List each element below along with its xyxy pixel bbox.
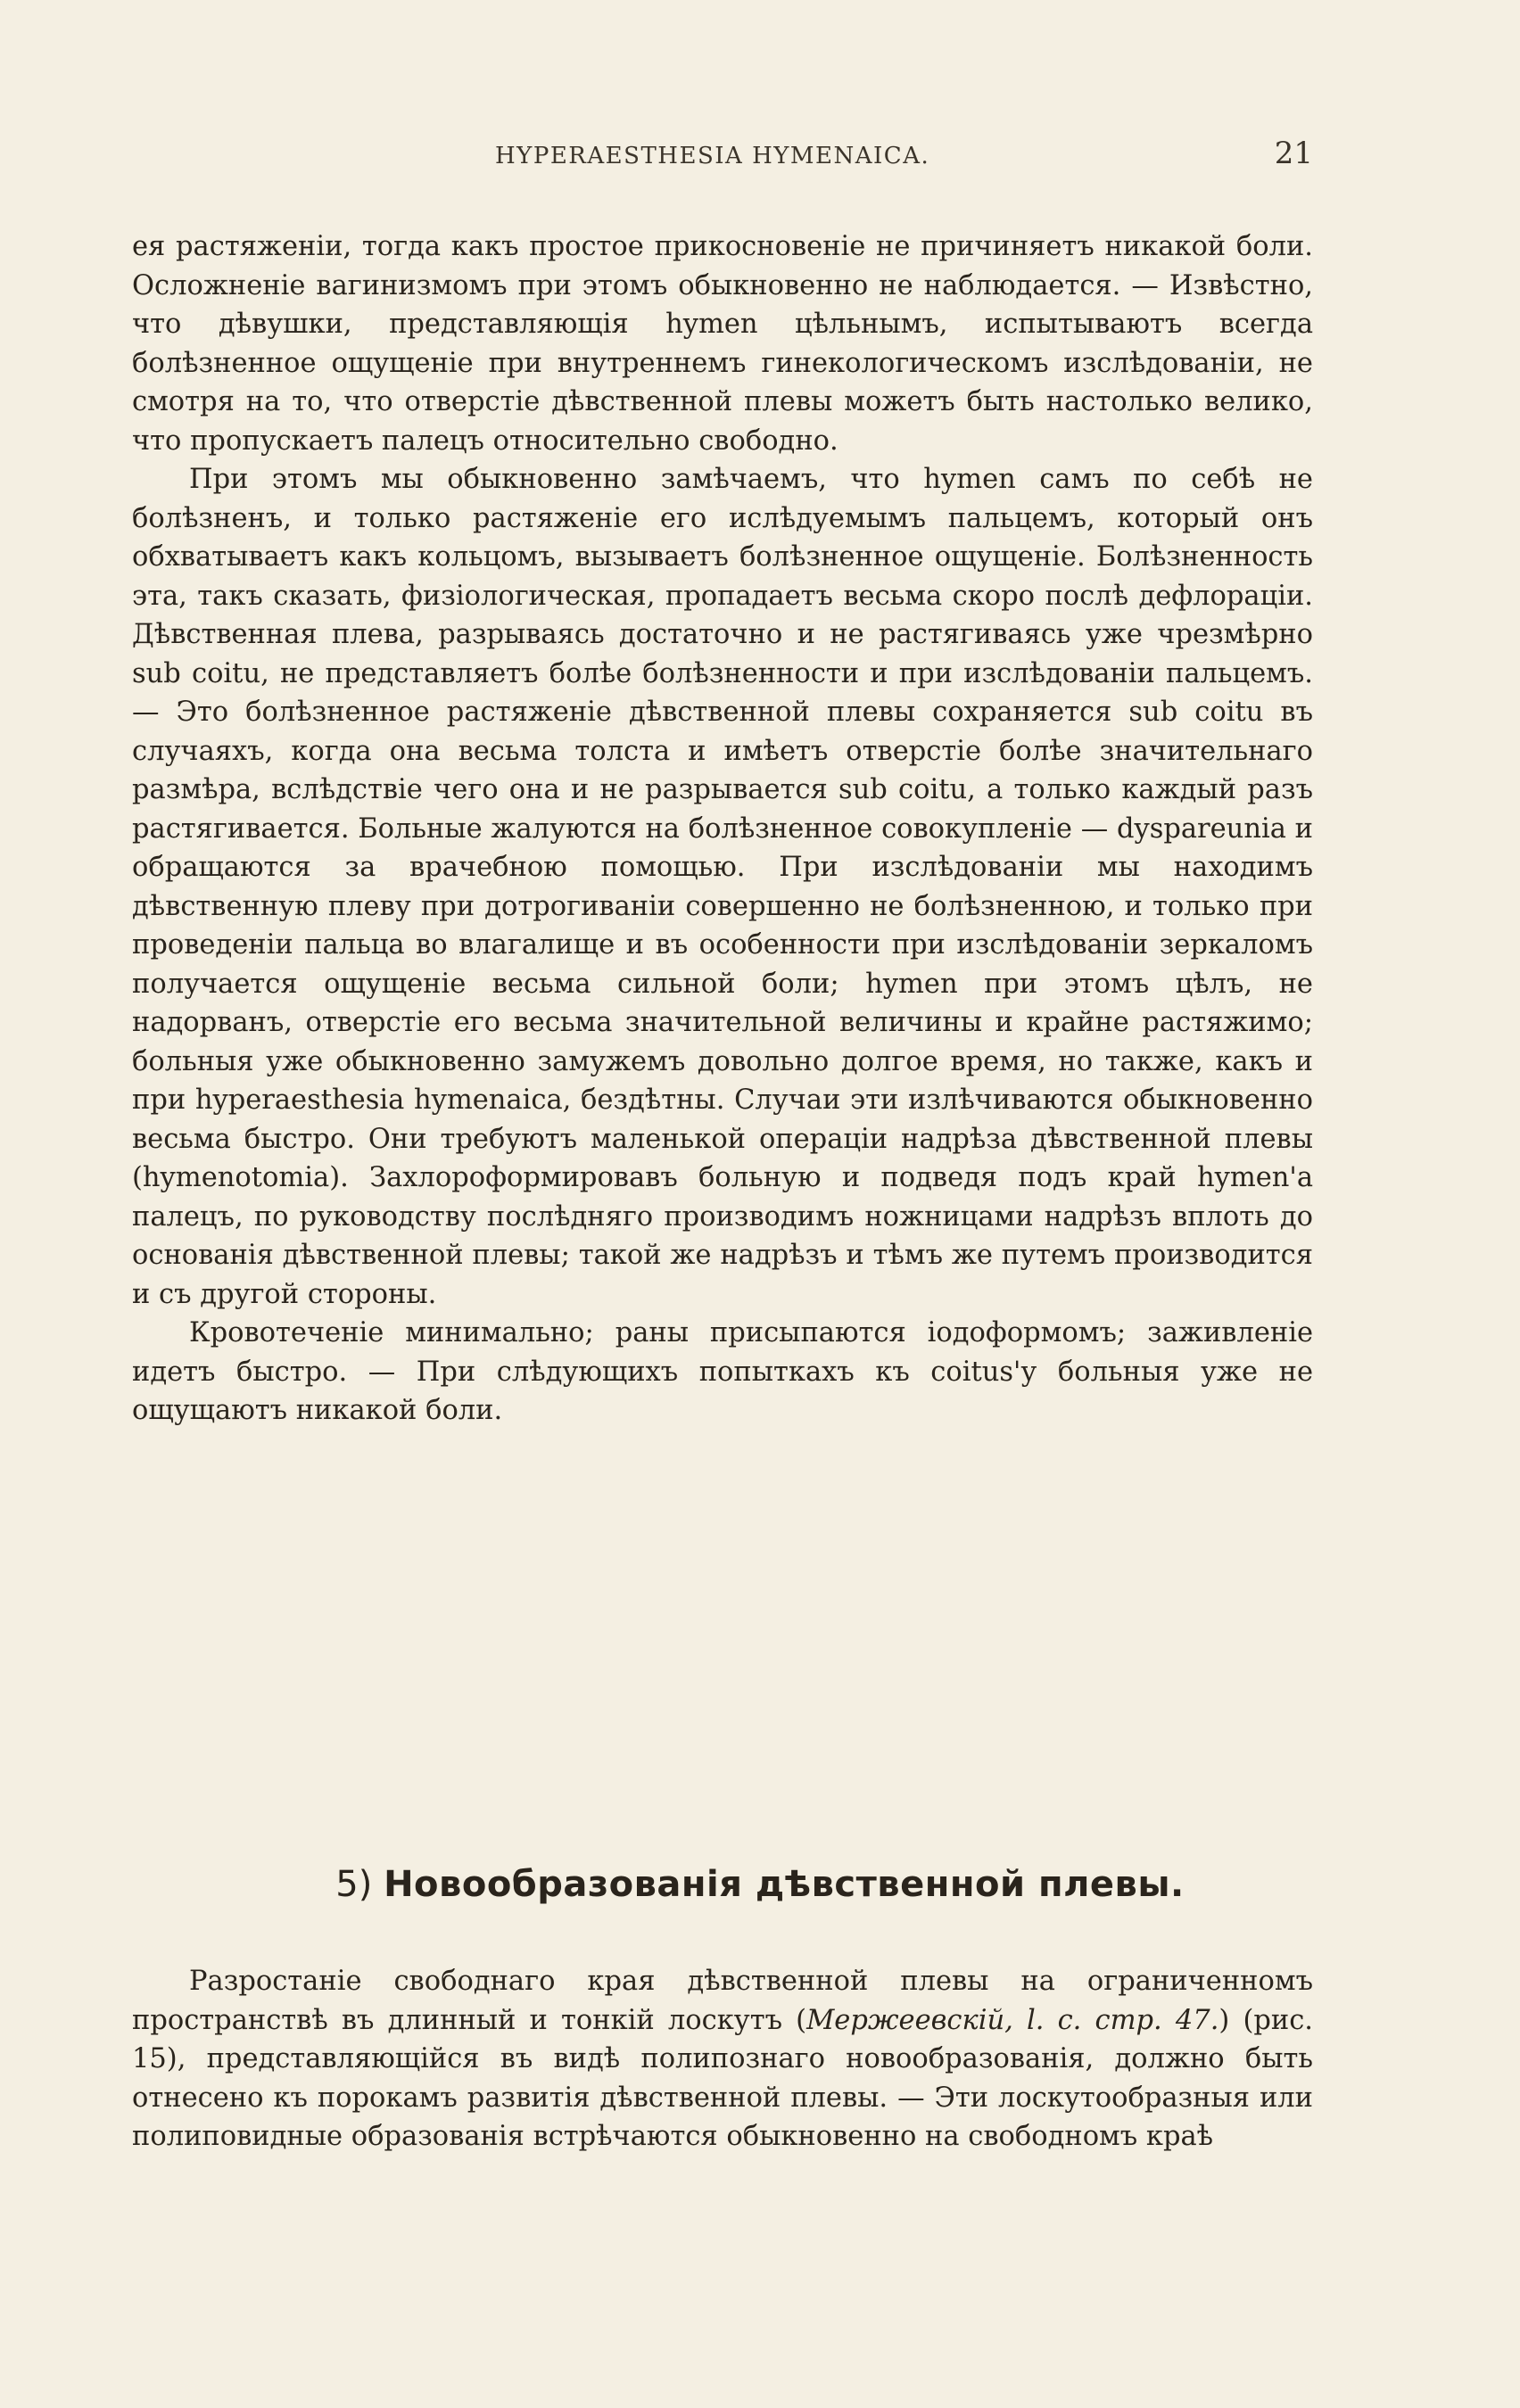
paragraph-2: При этомъ мы обыкновенно замѣчаемъ, что hymen самъ по себѣ не болѣзненъ, и только растяженіе его ислѣдуемымъ пальцемъ, который онъ обхватываетъ какъ кольцомъ, вызываетъ болѣзненное ощущеніе. Болѣзненность эта, такъ сказать, физіологическая, пропадаетъ весьма скоро послѣ дефлораціи. Дѣвственная плева, разрываясь достаточно и не растягиваясь уже чрезмѣрно sub coitu, не представляетъ болѣе болѣзненности и при изслѣдованіи пальцемъ. — Это болѣзненное растяженіе дѣвственной плевы сохраняется sub coitu въ случаяхъ, когда она весьма толста и имѣетъ отверстіе болѣе значительнаго размѣра, вслѣдствіе чего она и не разрывается sub coitu, а только каждый разъ растягивается. Больные жалуются на болѣзненное совокупленіе — dyspareunia и обращаются за врачебною помощью. При изслѣдованіи мы находимъ дѣвственную плеву при дотрогиваніи совершенно не болѣзненною, и только при проведеніи пальца во влагалище и въ особенности при изслѣдованіи зеркаломъ получается ощущеніе весьма сильной боли; hymen при этомъ цѣлъ, не надорванъ, отверстіе его весьма значительной величины и крайне растяжимо; больныя уже обыкновенно замужемъ довольно долгое время, но также, какъ и при hyperaesthesia hymenaica, бездѣтны. Случаи эти излѣчиваются обыкновенно весьма быстро. Они требуютъ маленькой операціи надрѣза дѣвственной плевы (hymenotomia). Захлороформировавъ больную и подведя подъ край hymen'а палецъ, по руководству послѣдняго производимъ ножницами надрѣзъ вплоть до основанія дѣвственной плевы; такой же надрѣзъ и тѣмъ же путемъ производится и съ другой стороны. [132, 464, 1313, 1310]
section-paragraph [132, 1962, 1313, 2156]
paragraph-1: ея растяженіи, тогда какъ простое прикосновеніе не причиняетъ никакой боли. Осложненіе вагинизмомъ при этомъ обыкновенно не наблюдается. — Извѣстно, что дѣвушки, представляющія hymen цѣльнымъ, испытываютъ всегда болѣзненное ощущеніе при внутреннемъ гинекологическомъ изслѣдованіи, не смотря на то, что отверстіе дѣвственной плевы можетъ быть настолько велико, что пропускаетъ палецъ относительно свободно. [132, 231, 1313, 457]
section-heading [0, 1864, 1520, 1905]
body-text [132, 227, 1313, 1431]
section-paragraph-text: Разростаніе свободнаго края дѣвственной плевы на ограниченномъ пространствѣ въ длинный и тонкій лоскутъ ( [132, 1966, 1313, 2036]
section-title: Новообразованія дѣвственной плевы. [384, 1864, 1185, 1905]
section-body-text [132, 1962, 1313, 2156]
section-number: 5) [335, 1864, 373, 1905]
citation: Мержеевскій, l. c. стр. 47. [806, 2004, 1219, 2036]
section-paragraph-continuation: ) (рис. 15), представляющійся въ видѣ полипознаго новообразованія, должно быть отнесено къ порокамъ развитія дѣвственной плевы. — Эти лоскутообразныя или полиповидные образованія встрѣчаются обыкновенно на свободномъ краѣ [132, 2004, 1313, 2152]
running-title: HYPERAESTHESIA HYMENAICA. [495, 143, 930, 169]
page-number: 21 [1274, 136, 1313, 171]
paragraph-3: Кровотеченіе минимально; раны присыпаются іодоформомъ; заживленіе идетъ быстро. — При слѣдующихъ попыткахъ къ coitus'у больныя уже не ощущаютъ никакой боли. [132, 1317, 1313, 1426]
